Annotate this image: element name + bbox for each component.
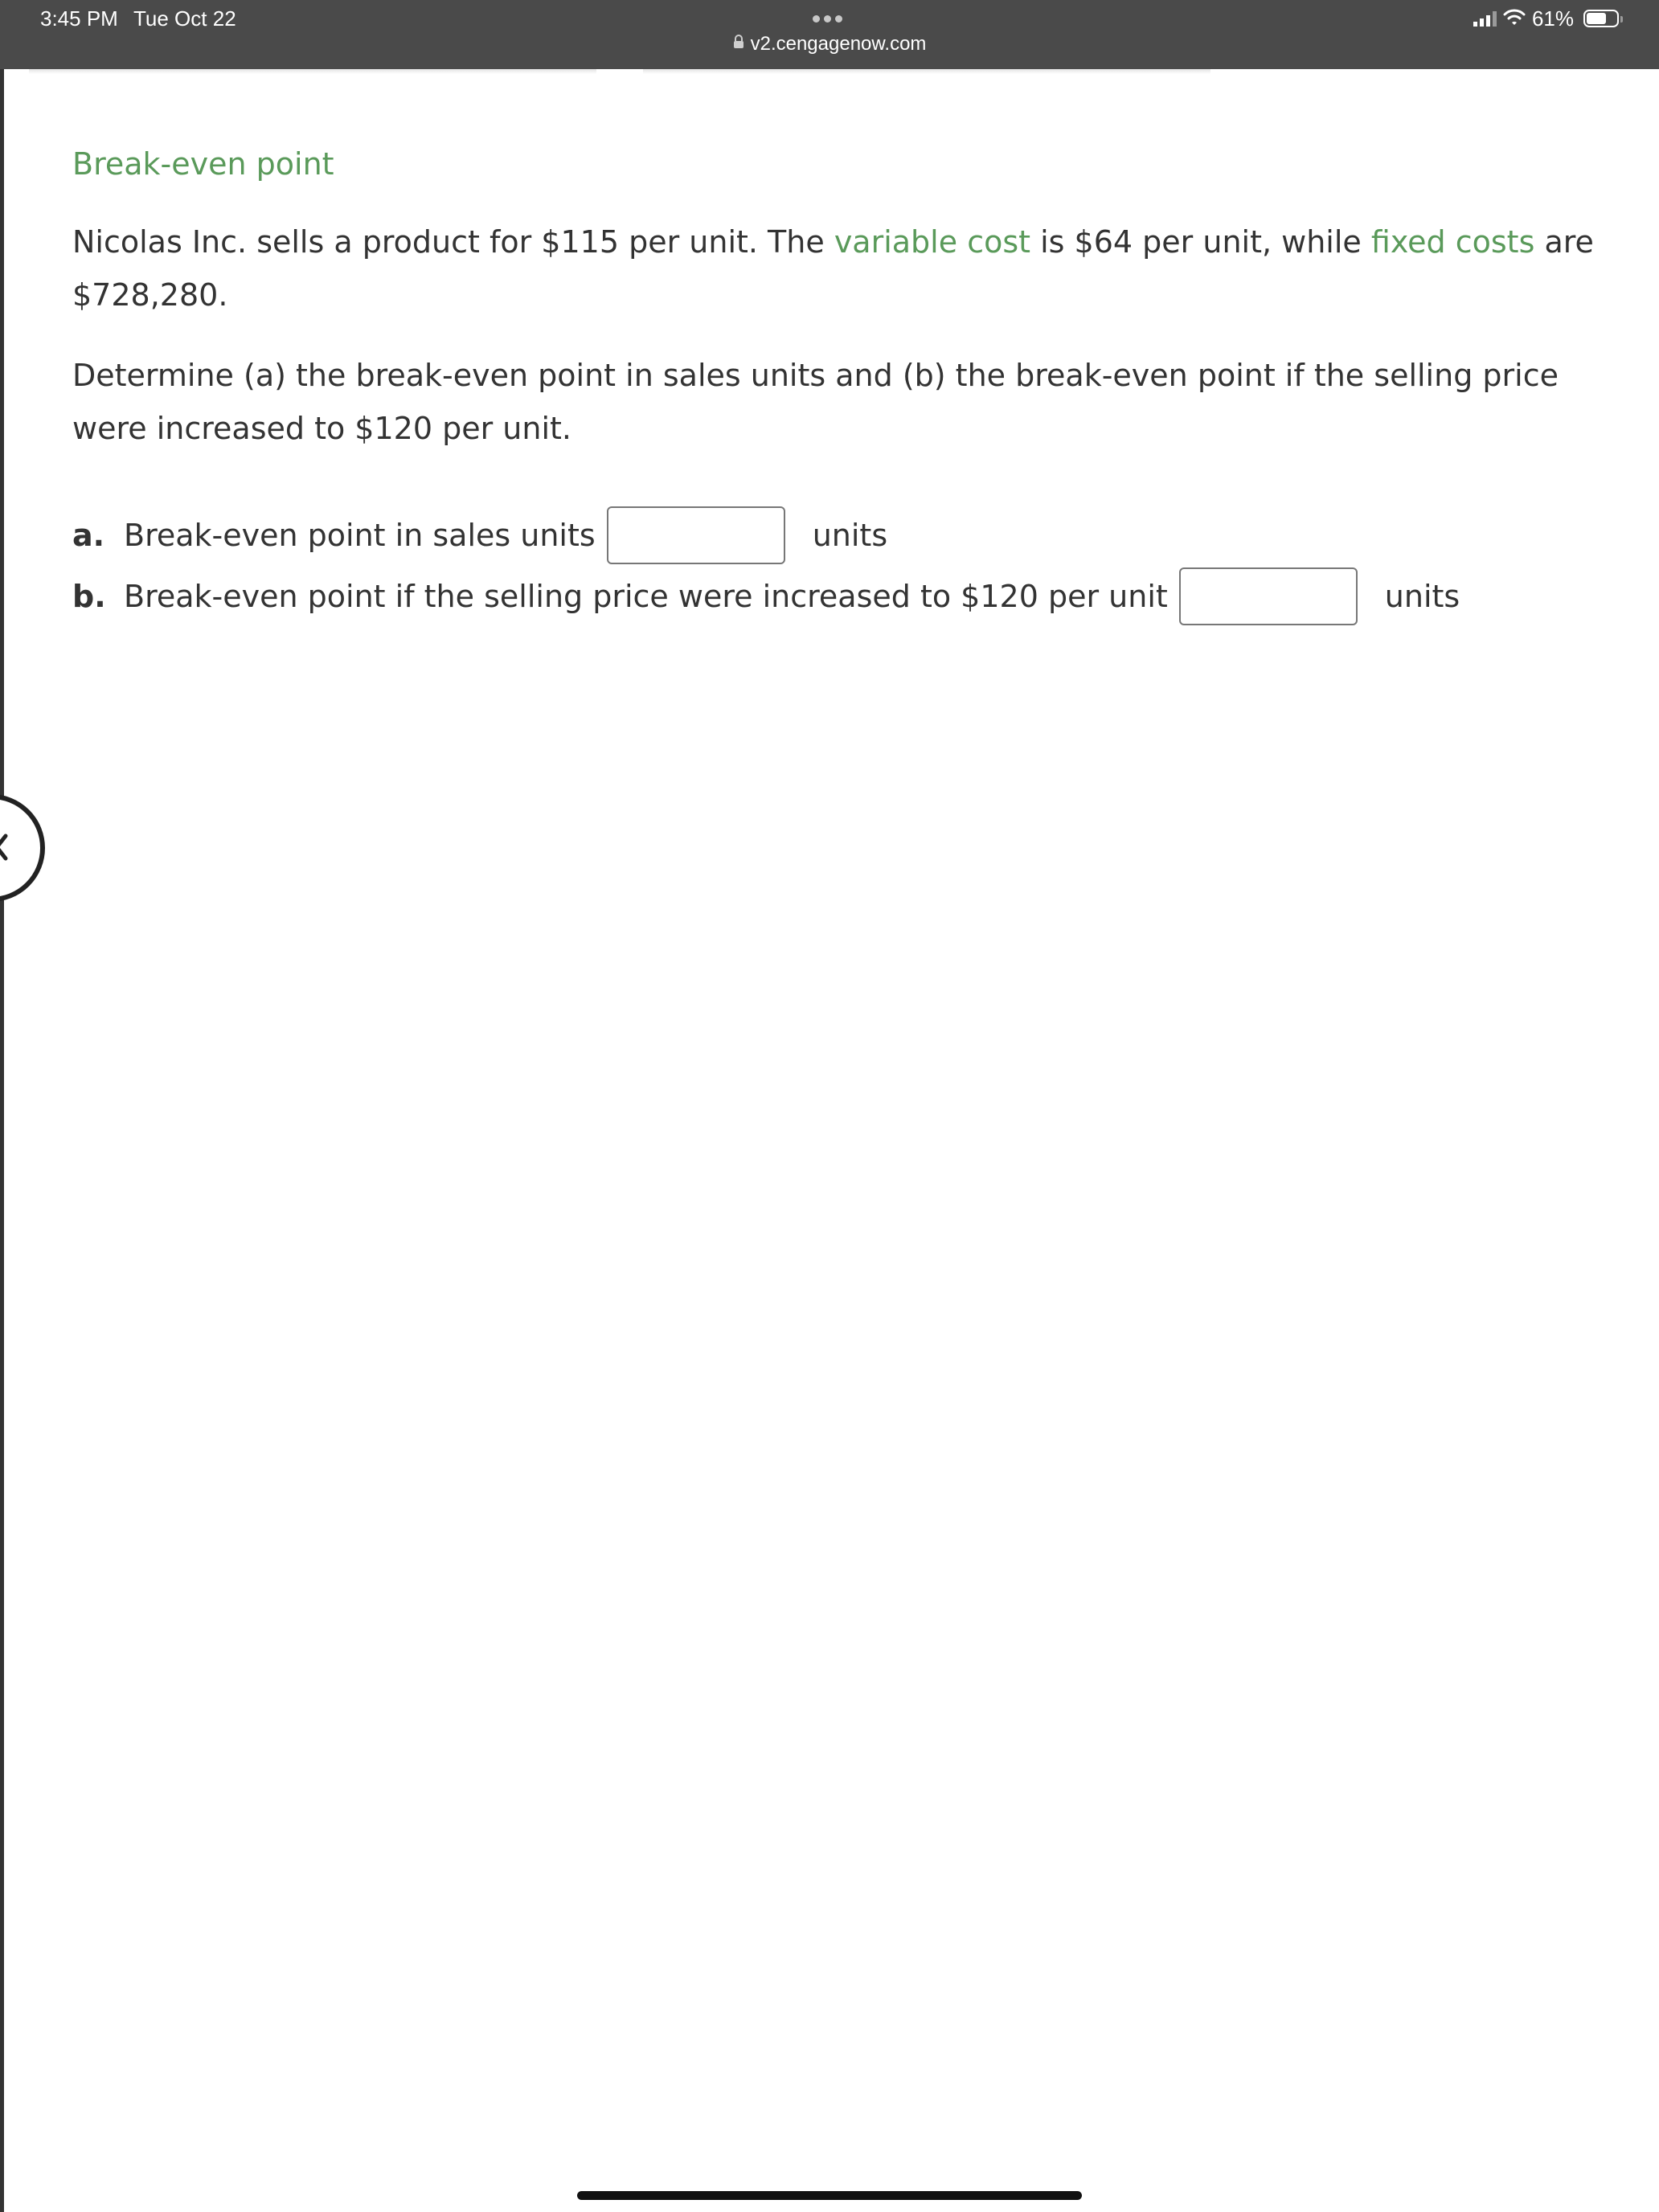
status-time: 3:45 PM <box>40 6 118 31</box>
question-label: Break-even point in sales units <box>124 518 596 553</box>
status-bar <box>0 0 1659 69</box>
address-bar[interactable] <box>0 32 1659 56</box>
statement-text: Nicolas Inc. sells a product for $115 per unit. The <box>72 224 834 260</box>
question-a <box>72 505 1640 566</box>
url-text: v2.cengagenow.com <box>750 33 927 55</box>
back-handle[interactable] <box>0 794 45 902</box>
cellular-signal-icon <box>1473 10 1497 27</box>
tab-shadow-left <box>29 69 596 74</box>
answer-input-b[interactable] <box>1179 567 1358 625</box>
home-indicator[interactable] <box>577 2191 1082 2200</box>
unit-label: units <box>1384 579 1460 614</box>
variable-cost-link[interactable]: variable cost <box>834 224 1031 260</box>
page-title: Break-even point <box>72 146 334 182</box>
question-letter: a. <box>72 518 105 553</box>
status-date: Tue Oct 22 <box>133 6 236 31</box>
problem-content <box>72 140 1640 627</box>
answer-input-a[interactable] <box>607 506 785 564</box>
question-label: Break-even point if the selling price were increased to $120 per unit <box>124 579 1168 614</box>
fixed-costs-link[interactable]: fixed costs <box>1370 224 1535 260</box>
question-list <box>72 505 1640 627</box>
problem-statement <box>72 215 1640 322</box>
tab-shadow-right <box>643 69 1210 74</box>
lock-icon <box>733 31 744 55</box>
wifi-icon <box>1503 6 1526 31</box>
statement-text: is $64 per unit, while <box>1030 224 1371 260</box>
chevron-left-icon <box>0 833 8 862</box>
instructions: Determine (a) the break-even point in sales units and (b) the break-even point if the selling price were increased to $120 per unit. <box>72 358 1559 446</box>
unit-label: units <box>812 518 888 553</box>
question-letter: b. <box>72 579 106 614</box>
question-b <box>72 566 1640 627</box>
statement-text: are $728,280. <box>72 224 1594 313</box>
battery-icon <box>1583 10 1619 27</box>
multitasking-dots-icon[interactable] <box>813 15 842 23</box>
left-gutter-line <box>0 69 4 2212</box>
battery-percent: 61% <box>1531 6 1574 31</box>
status-indicators <box>1473 5 1619 32</box>
